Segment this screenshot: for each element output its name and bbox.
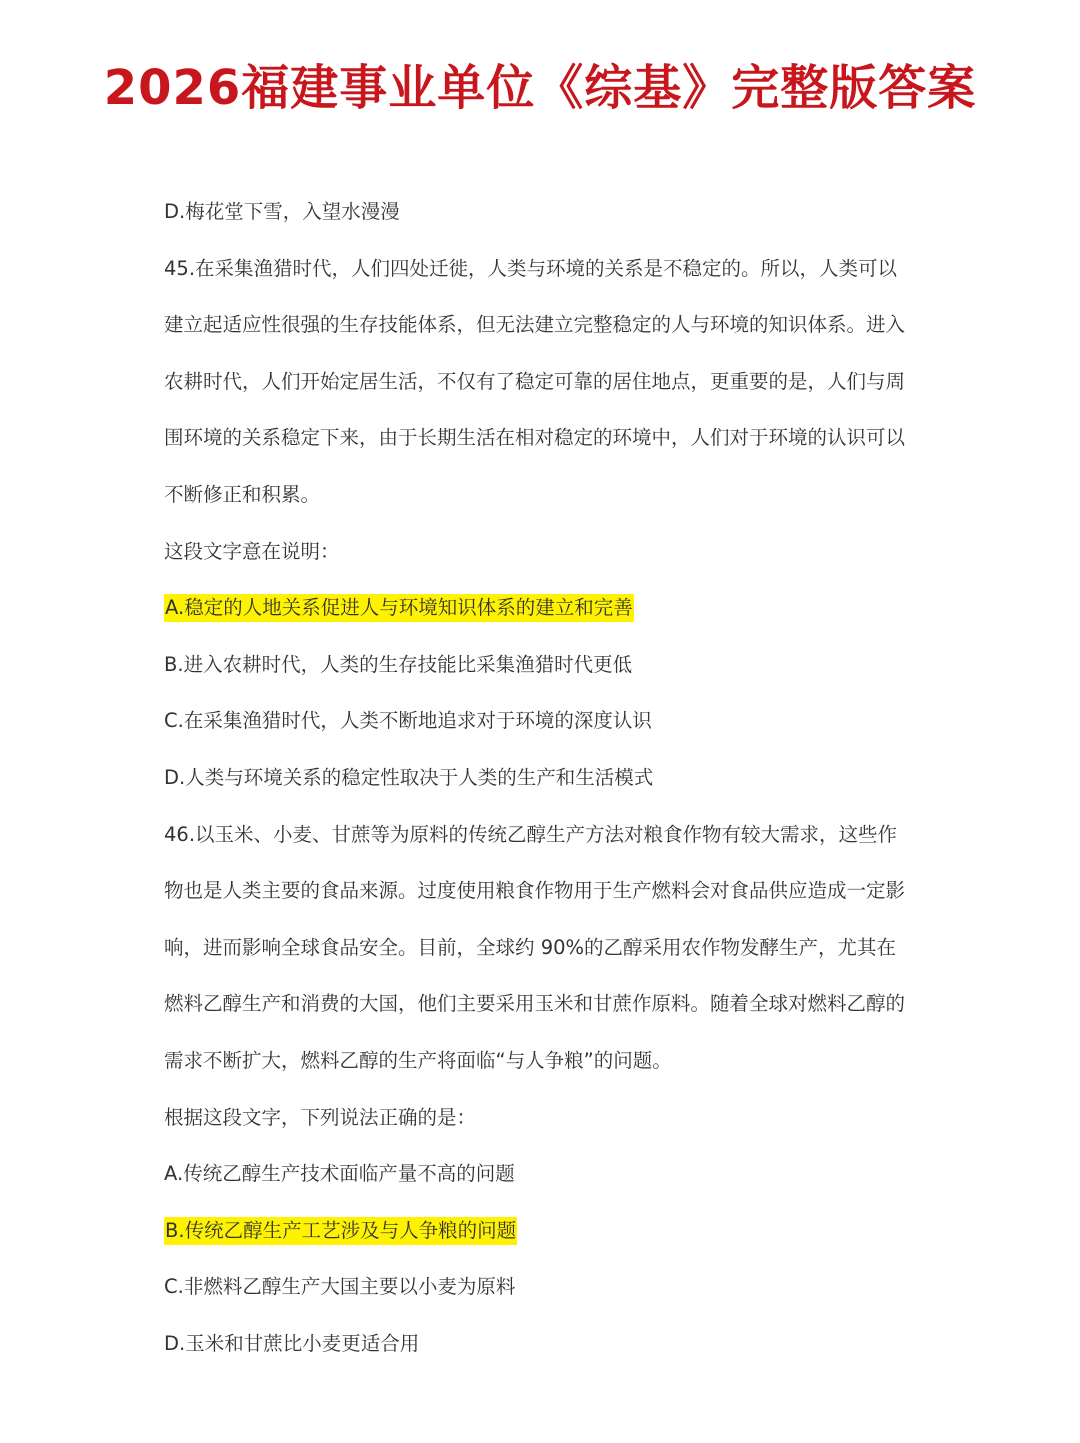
question-45-line-4 [164, 410, 924, 467]
question-45-line-3 [164, 354, 924, 411]
question-46-line-1 [164, 807, 924, 864]
q45-option-c [164, 693, 924, 750]
line-text: 这段文字意在说明： [164, 539, 340, 563]
line-text: D.人类与环境关系的稳定性取决于人类的生产和生活模式 [164, 765, 654, 789]
q45-option-a-correct [164, 580, 924, 637]
line-text: C.在采集渔猎时代，人类不断地追求对于环境的深度认识 [164, 709, 652, 733]
question-46-line-5 [164, 1033, 924, 1090]
q46-option-c [164, 1259, 924, 1316]
question-45-line-2 [164, 297, 924, 354]
line-text: 农耕时代，人们开始定居生活，不仅有了稳定可靠的居住地点，更重要的是，人们与周 [164, 369, 906, 393]
question-46-prompt [164, 1090, 924, 1147]
q46-option-a [164, 1146, 924, 1203]
question-46-line-4 [164, 976, 924, 1033]
question-45-line-1 [164, 241, 924, 298]
q46-option-d [164, 1316, 924, 1373]
line-text: 46.以玉米、小麦、甘蔗等为原料的传统乙醇生产方法对粮食作物有较大需求，这些作 [164, 822, 898, 846]
line-text: A.传统乙醇生产技术面临产量不高的问题 [164, 1162, 515, 1186]
question-45-prompt [164, 524, 924, 581]
page-title: 2026福建事业单位《综基》完整版答案 [103, 60, 977, 116]
option-d-q44 [164, 184, 924, 241]
document-body [164, 184, 924, 1372]
line-text: 不断修正和积累。 [164, 482, 321, 506]
q45-option-d [164, 750, 924, 807]
question-45-line-5 [164, 467, 924, 524]
line-text: 45.在采集渔猎时代，人们四处迁徙，人类与环境的关系是不稳定的。所以，人类可以 [164, 256, 898, 280]
question-46-line-3 [164, 920, 924, 977]
q46-option-b-correct [164, 1203, 924, 1260]
highlighted-answer: A.稳定的人地关系促进人与环境知识体系的建立和完善 [164, 594, 634, 622]
line-text: 响，进而影响全球食品安全。目前，全球约 90%的乙醇采用农作物发酵生产，尤其在 [164, 935, 897, 959]
question-46-line-2 [164, 863, 924, 920]
line-text: 围环境的关系稳定下来，由于长期生活在相对稳定的环境中，人们对于环境的认识可以 [164, 426, 906, 450]
highlighted-answer: B.传统乙醇生产工艺涉及与人争粮的问题 [164, 1217, 517, 1245]
line-text: 需求不断扩大，燃料乙醇的生产将面临“与人争粮”的问题。 [164, 1048, 672, 1072]
line-text: 物也是人类主要的食品来源。过度使用粮食作物用于生产燃料会对食品供应造成一定影 [164, 879, 906, 903]
line-text: 建立起适应性很强的生存技能体系，但无法建立完整稳定的人与环境的知识体系。进入 [164, 313, 906, 337]
line-text: 燃料乙醇生产和消费的大国，他们主要采用玉米和甘蔗作原料。随着全球对燃料乙醇的 [164, 992, 906, 1016]
line-text: D.玉米和甘蔗比小麦更适合用 [164, 1331, 420, 1355]
line-text: C.非燃料乙醇生产大国主要以小麦为原料 [164, 1275, 516, 1299]
q45-option-b [164, 637, 924, 694]
line-text: B.进入农耕时代，人类的生存技能比采集渔猎时代更低 [164, 652, 633, 676]
line-text: D.梅花堂下雪，入望水漫漫 [164, 200, 400, 223]
line-text: 根据这段文字，下列说法正确的是： [164, 1105, 477, 1129]
